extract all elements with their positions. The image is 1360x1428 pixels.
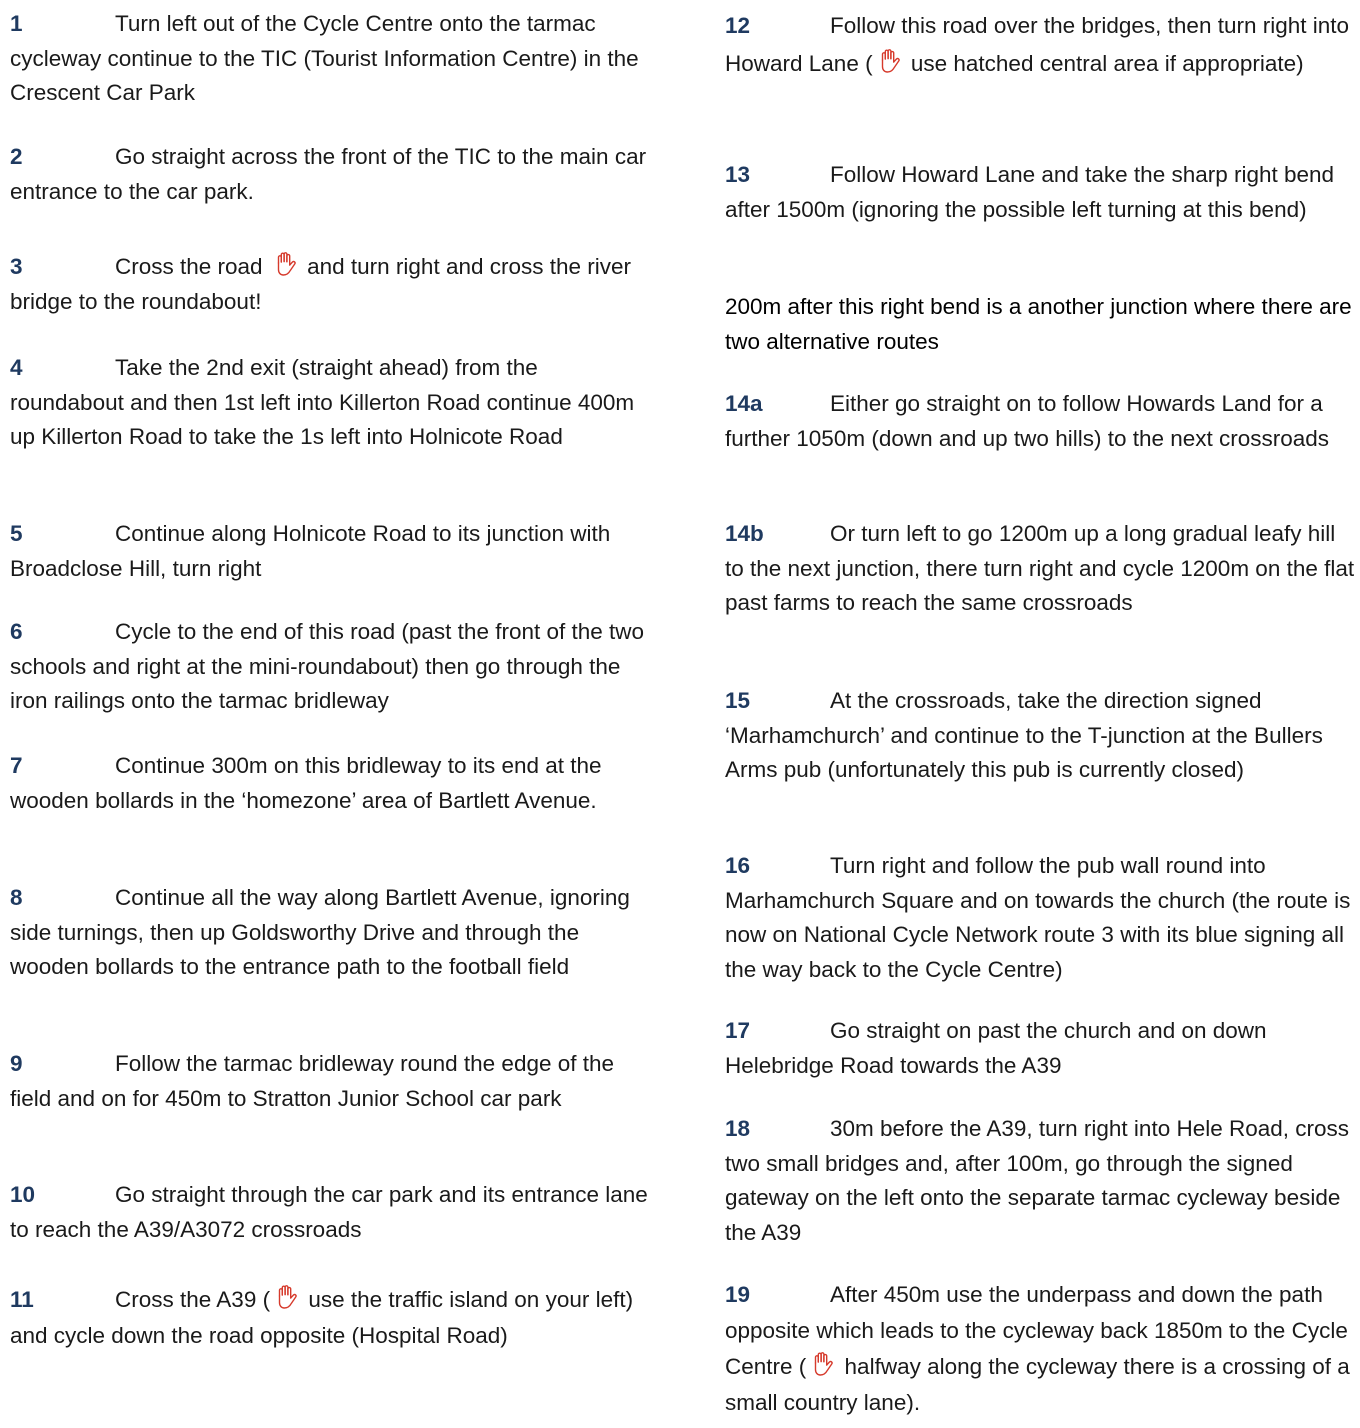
- step-number: 3: [10, 254, 23, 279]
- step-text: Follow the tarmac bridleway round the edge of the field and on for 450m to Stratton Junior School car park: [10, 1051, 615, 1111]
- step-number: 5: [10, 521, 23, 546]
- step-9: [10, 1047, 650, 1116]
- step-number: 10: [10, 1182, 36, 1207]
- junction-note: 200m after this right bend is a another junction where there are two alternative routes: [725, 294, 1352, 354]
- step-number: 1: [10, 11, 23, 36]
- raised-hand-icon: [273, 1284, 299, 1310]
- step-5: [10, 517, 650, 586]
- step-text: Follow Howard Lane and take the sharp right bend after 1500m (ignoring the possible left turning at this bend): [725, 162, 1335, 222]
- step-number: 2: [10, 144, 23, 169]
- step-text-before: Cross the road: [115, 254, 263, 279]
- step-7: [10, 749, 650, 818]
- step-10: [10, 1178, 650, 1247]
- step-text-after: halfway along the cycleway there is a crossing of a small country lane).: [725, 1354, 1350, 1415]
- step-text-after: and turn right and cross the river bridge to the roundabout!: [10, 254, 632, 314]
- step-number: 11: [10, 1287, 34, 1312]
- step-4: [10, 351, 650, 455]
- step-number: 16: [725, 853, 751, 878]
- step-12: [725, 7, 1357, 83]
- step-text: Continue 300m on this bridleway to its end at the wooden bollards in the ‘homezone’ area of Bartlett Avenue.: [10, 753, 602, 813]
- step-18: [725, 1112, 1357, 1250]
- step-number: 7: [10, 753, 23, 778]
- step-number: 14a: [725, 391, 763, 416]
- step-text: Turn left out of the Cycle Centre onto the tarmac cycleway continue to the TIC (Tourist Information Centre) in the Crescent Car Park: [10, 11, 639, 105]
- step-8: [10, 881, 650, 985]
- step-1: [10, 7, 650, 111]
- step-text-before: After 450m use the underpass and down the path opposite which leads to the cycleway back 1850m to the Cycle Centre (: [725, 1282, 1348, 1379]
- step-text-before: Cross the A39 (: [115, 1287, 271, 1312]
- step-text: Or turn left to go 1200m up a long gradual leafy hill to the next junction, there turn right and cycle 1200m on the flat past farms to reach the same crossroads: [725, 521, 1355, 615]
- step-text: Continue along Holnicote Road to its junction with Broadclose Hill, turn right: [10, 521, 611, 581]
- step-number: 18: [725, 1116, 751, 1141]
- step-text: Turn right and follow the pub wall round into Marhamchurch Square and on towards the church (the route is now on National Cycle Network route 3 with its blue signing all the way back to the Cycle Centre): [725, 853, 1351, 982]
- step-14b: [725, 517, 1357, 621]
- step-number: 12: [725, 13, 751, 38]
- step-6: [10, 615, 650, 719]
- step-text-before: Follow this road over the bridges, then turn right into Howard Lane (: [725, 13, 1350, 76]
- step-number: 13: [725, 162, 751, 187]
- step-text-after: use the traffic island on your left) and cycle down the road opposite (Hospital Road): [10, 1287, 634, 1348]
- step-text: Continue all the way along Bartlett Avenue, ignoring side turnings, then up Goldsworthy Drive and through the wooden bollards to the entrance path to the football field: [10, 885, 630, 979]
- step-number: 17: [725, 1018, 751, 1043]
- step-number: 4: [10, 355, 23, 380]
- step-text: At the crossroads, take the direction signed ‘Marhamchurch’ and continue to the T-junction at the Bullers Arms pub (unfortunately this pub is currently closed): [725, 688, 1323, 782]
- step-17: [725, 1014, 1357, 1083]
- step-number: 14b: [725, 521, 764, 546]
- step-number: 15: [725, 688, 751, 713]
- raised-hand-icon: [876, 48, 902, 74]
- step-number: 6: [10, 619, 23, 644]
- step-text: Go straight through the car park and its entrance lane to reach the A39/A3072 crossroads: [10, 1182, 648, 1242]
- step-text: Go straight on past the church and on down Helebridge Road towards the A39: [725, 1018, 1267, 1078]
- step-text: Cycle to the end of this road (past the front of the two schools and right at the mini-roundabout) then go through the iron railings onto the tarmac bridleway: [10, 619, 645, 713]
- step-11: [10, 1282, 650, 1354]
- raised-hand-icon: [272, 251, 298, 277]
- step-number: 19: [725, 1282, 751, 1307]
- step-16: [725, 849, 1357, 987]
- raised-hand-icon: [809, 1351, 835, 1377]
- step-text-after: use hatched central area if appropriate): [910, 51, 1304, 76]
- step-3: [10, 250, 650, 319]
- step-2: [10, 140, 650, 209]
- step-text: Go straight across the front of the TIC to the main car entrance to the car park.: [10, 144, 647, 204]
- step-19: [725, 1277, 1357, 1421]
- step-14a: [725, 387, 1357, 456]
- step-text: Take the 2nd exit (straight ahead) from the roundabout and then 1st left into Killerton Road continue 400m up Killerton Road to take the 1s left into Holnicote Road: [10, 355, 635, 449]
- step-13: [725, 158, 1357, 227]
- step-text: Either go straight on to follow Howards Land for a further 1050m (down and up two hills) to the next crossroads: [725, 391, 1330, 451]
- step-15: [725, 684, 1357, 788]
- step-number: 8: [10, 885, 23, 910]
- step-number: 9: [10, 1051, 23, 1076]
- step-text: 30m before the A39, turn right into Hele Road, cross two small bridges and, after 100m, go through the signed gateway on the left onto the separate tarmac cycleway beside the A39: [725, 1116, 1350, 1245]
